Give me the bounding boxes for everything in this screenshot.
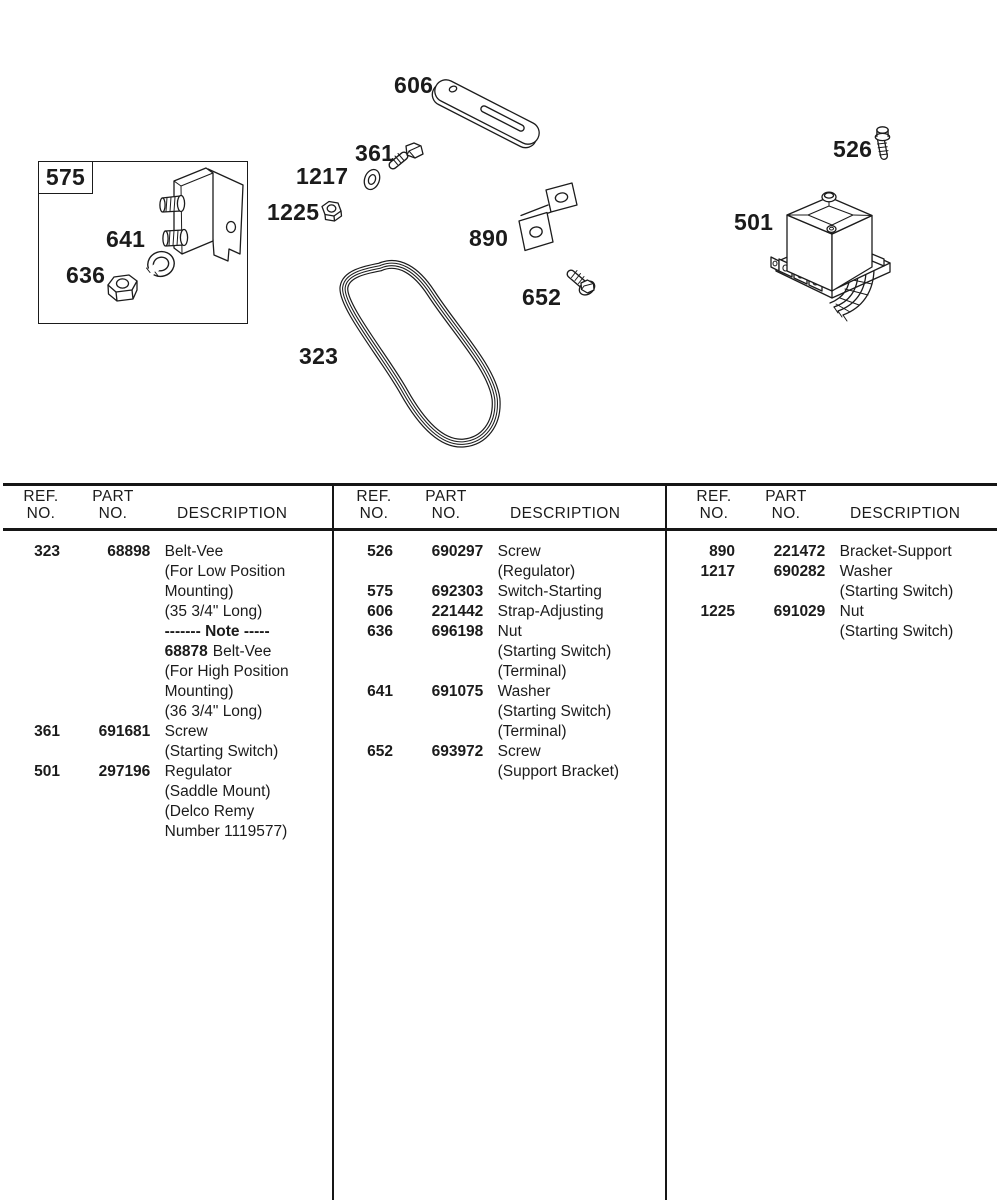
part-no-header xyxy=(85,488,141,522)
part-label-641: 641 xyxy=(106,226,146,252)
part-no: 696198 xyxy=(431,623,484,640)
part-row xyxy=(678,602,1000,622)
switch-screw-drawing xyxy=(393,143,424,165)
part-row xyxy=(678,542,1000,562)
part-no: 693972 xyxy=(431,743,484,760)
description xyxy=(165,663,289,680)
description xyxy=(165,783,271,800)
part-no: 297196 xyxy=(98,763,151,780)
ref-header-line2: NO. xyxy=(699,505,729,522)
support-bracket-drawing xyxy=(519,183,577,251)
table-header-col1 xyxy=(3,488,333,528)
description-text: Screw xyxy=(497,543,541,560)
description-text: (Saddle Mount) xyxy=(164,783,271,800)
part-row xyxy=(678,562,1000,582)
ref-no-header xyxy=(686,488,742,522)
description xyxy=(498,703,612,720)
part-header-line2: NO. xyxy=(771,505,801,522)
description-text: Mounting) xyxy=(164,683,234,700)
description-text: (36 3/4" Long) xyxy=(164,703,263,720)
part-row xyxy=(336,702,666,722)
description-text: Screw xyxy=(497,743,541,760)
description xyxy=(165,763,232,780)
regulator-drawing xyxy=(771,192,890,321)
regulator-screw-drawing xyxy=(875,127,889,156)
description-text: (Terminal) xyxy=(497,723,567,740)
part-row xyxy=(3,562,333,582)
description xyxy=(165,623,275,640)
ref-no: 890 xyxy=(709,543,735,560)
ref-no: 1225 xyxy=(700,603,735,620)
description-text: (Starting Switch) xyxy=(164,743,279,760)
description xyxy=(498,563,576,580)
part-no: 68898 xyxy=(107,543,151,560)
part-row xyxy=(336,642,666,662)
ref-header-line1: REF. xyxy=(356,488,392,505)
description xyxy=(165,583,234,600)
description xyxy=(840,623,954,640)
part-label-1225: 1225 xyxy=(267,199,320,225)
description-text: Bracket-Support xyxy=(839,543,952,560)
description xyxy=(498,603,604,620)
ref-header-line2: NO. xyxy=(359,505,389,522)
part-row xyxy=(3,622,333,642)
part-row xyxy=(3,782,333,802)
part-header-line1: PART xyxy=(765,488,807,505)
description xyxy=(498,663,567,680)
description-text: Screw xyxy=(164,723,208,740)
part-row xyxy=(336,542,666,562)
part-row xyxy=(336,602,666,622)
part-header-line2: NO. xyxy=(98,505,128,522)
description xyxy=(840,563,893,580)
description-header: DESCRIPTION xyxy=(177,505,288,522)
part-row xyxy=(3,662,333,682)
part-label-526: 526 xyxy=(833,136,873,162)
description-bold: 68878 xyxy=(164,643,208,660)
part-label-501: 501 xyxy=(734,209,774,235)
table-header-col3 xyxy=(676,488,1000,528)
description xyxy=(498,643,612,660)
part-label-606: 606 xyxy=(394,72,434,98)
table-header-underline xyxy=(3,528,997,531)
part-row xyxy=(336,762,666,782)
part-row xyxy=(336,562,666,582)
description-text: Washer xyxy=(497,683,551,700)
description-text: (Starting Switch) xyxy=(497,643,612,660)
part-label-652: 652 xyxy=(522,284,562,310)
description xyxy=(165,603,263,620)
ref-no: 652 xyxy=(367,743,393,760)
description xyxy=(165,683,234,700)
description-text: Belt-Vee xyxy=(212,643,272,660)
description xyxy=(840,603,864,620)
v-belt-drawing xyxy=(344,264,496,443)
description-text: (Terminal) xyxy=(497,663,567,680)
parts-list-column-2 xyxy=(336,542,666,782)
description-text: (Delco Remy xyxy=(164,803,255,820)
part-row xyxy=(336,662,666,682)
ref-no: 501 xyxy=(34,763,60,780)
adjusting-strap-drawing xyxy=(432,80,539,148)
description-bold: ------- Note ----- xyxy=(164,623,270,640)
description xyxy=(840,583,954,600)
part-no: 690297 xyxy=(431,543,484,560)
part-no: 692303 xyxy=(431,583,484,600)
part-no: 691681 xyxy=(98,723,151,740)
description xyxy=(165,703,263,720)
part-row xyxy=(3,602,333,622)
description xyxy=(498,623,522,640)
parts-list-column-1 xyxy=(3,542,333,842)
part-row xyxy=(678,622,1000,642)
parts-list-column-3 xyxy=(678,542,1000,642)
ref-header-line2: NO. xyxy=(26,505,56,522)
description-text: (For High Position xyxy=(164,663,289,680)
part-row xyxy=(336,622,666,642)
part-label-636: 636 xyxy=(66,262,106,288)
description-header: DESCRIPTION xyxy=(510,505,621,522)
ref-no: 361 xyxy=(34,723,60,740)
flat-washer-drawing xyxy=(362,167,383,191)
description xyxy=(165,743,279,760)
part-label-575: 575 xyxy=(45,164,86,190)
ref-no: 641 xyxy=(367,683,393,700)
ref-no-header xyxy=(13,488,69,522)
part-row xyxy=(678,582,1000,602)
description-text: (Starting Switch) xyxy=(497,703,612,720)
part-header-line1: PART xyxy=(92,488,134,505)
description xyxy=(165,563,286,580)
description-text: (35 3/4" Long) xyxy=(164,603,263,620)
part-row xyxy=(336,582,666,602)
description xyxy=(165,823,288,840)
description-text: Mounting) xyxy=(164,583,234,600)
part-row xyxy=(336,682,666,702)
part-row xyxy=(336,742,666,762)
description-text: (Support Bracket) xyxy=(497,763,620,780)
part-row xyxy=(3,722,333,742)
part-row xyxy=(3,762,333,782)
part-no: 690282 xyxy=(773,563,826,580)
ref-no: 323 xyxy=(34,543,60,560)
description xyxy=(165,643,272,660)
description-text: Strap-Adjusting xyxy=(497,603,604,620)
part-row xyxy=(3,642,333,662)
description-text: Switch-Starting xyxy=(497,583,602,600)
description xyxy=(498,743,541,760)
ref-no: 526 xyxy=(367,543,393,560)
description-header: DESCRIPTION xyxy=(850,505,961,522)
description xyxy=(498,763,619,780)
description-text: (For Low Position xyxy=(164,563,286,580)
part-label-1217: 1217 xyxy=(296,163,349,189)
part-label-361: 361 xyxy=(355,140,395,166)
description-text: (Regulator) xyxy=(497,563,576,580)
table-top-border xyxy=(3,483,997,486)
part-row xyxy=(3,582,333,602)
description-text: Nut xyxy=(497,623,522,640)
part-row xyxy=(336,722,666,742)
description-text: Belt-Vee xyxy=(164,543,224,560)
part-row xyxy=(3,802,333,822)
description-text: (Starting Switch) xyxy=(839,583,954,600)
ref-no: 636 xyxy=(367,623,393,640)
description xyxy=(165,543,224,560)
part-row xyxy=(3,742,333,762)
ref-header-line1: REF. xyxy=(696,488,732,505)
table-header-col2 xyxy=(336,488,666,528)
part-no: 691075 xyxy=(431,683,484,700)
part-row xyxy=(3,822,333,842)
part-no: 221472 xyxy=(773,543,826,560)
description xyxy=(840,543,952,560)
ref-header-line1: REF. xyxy=(23,488,59,505)
part-header-line2: NO. xyxy=(431,505,461,522)
ref-no: 575 xyxy=(367,583,393,600)
part-label-323: 323 xyxy=(299,343,339,369)
part-no: 221442 xyxy=(431,603,484,620)
description xyxy=(165,723,208,740)
part-no-header xyxy=(418,488,474,522)
switch-callout-label-box xyxy=(38,161,93,194)
part-label-890: 890 xyxy=(469,225,509,251)
ref-no: 1217 xyxy=(700,563,735,580)
ref-no: 606 xyxy=(367,603,393,620)
description xyxy=(498,583,602,600)
ref-no-header xyxy=(346,488,402,522)
description xyxy=(498,723,567,740)
part-no: 691029 xyxy=(773,603,826,620)
part-row xyxy=(3,702,333,722)
terminal-nut-drawing xyxy=(322,202,342,222)
part-row xyxy=(3,682,333,702)
description-text: Nut xyxy=(839,603,864,620)
description-text: (Starting Switch) xyxy=(839,623,954,640)
part-header-line1: PART xyxy=(425,488,467,505)
description-text: Washer xyxy=(839,563,893,580)
description xyxy=(498,683,551,700)
part-no-header xyxy=(758,488,814,522)
part-row xyxy=(3,542,333,562)
description xyxy=(165,803,255,820)
description-text: Regulator xyxy=(164,763,232,780)
description xyxy=(498,543,541,560)
bracket-screw-drawing xyxy=(571,271,597,298)
description-text: Number 1119577) xyxy=(164,823,288,840)
